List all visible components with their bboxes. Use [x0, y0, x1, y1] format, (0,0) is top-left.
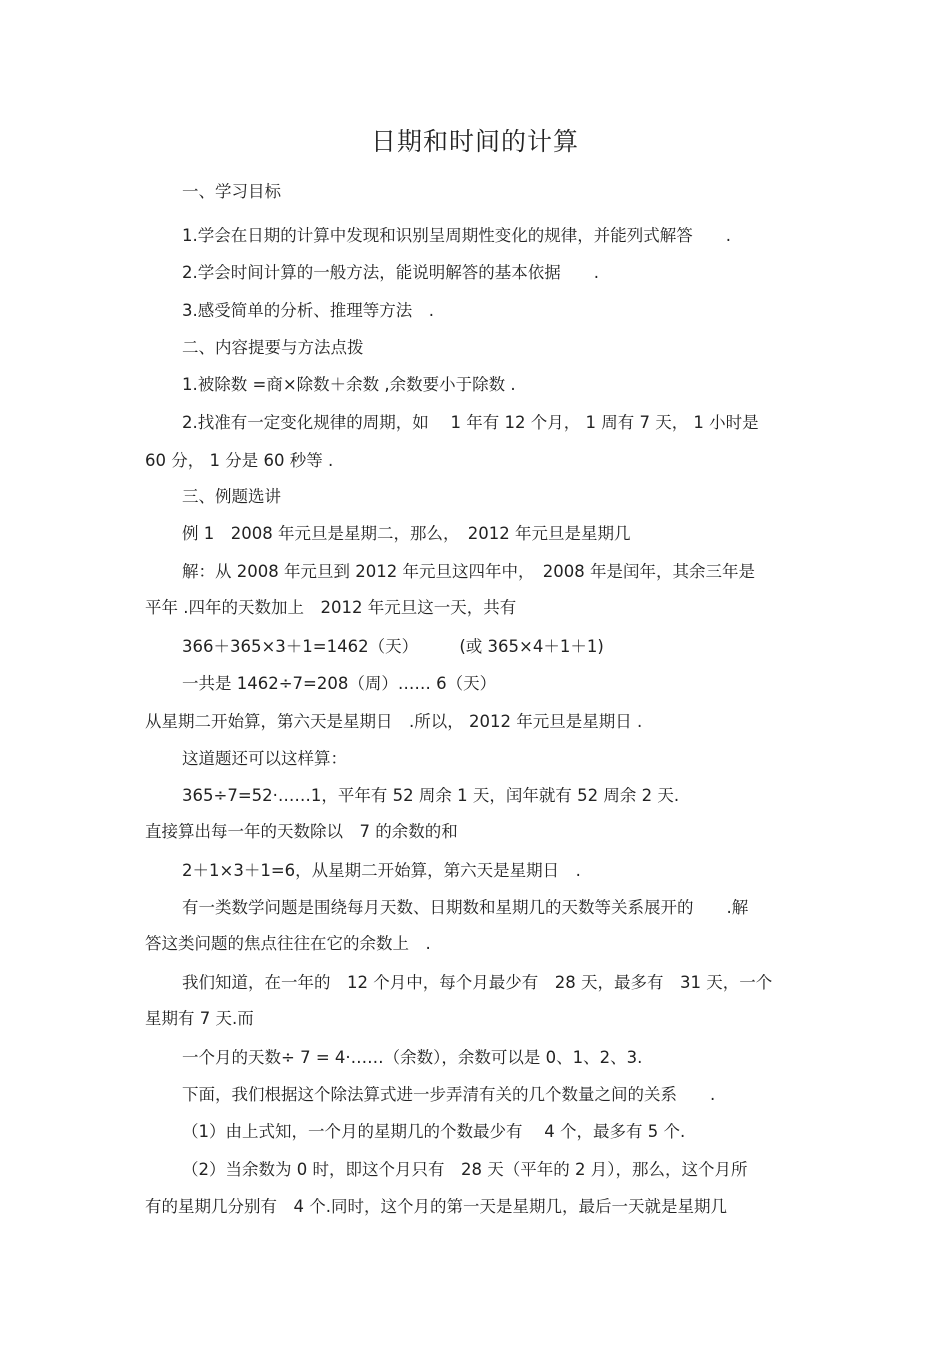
document-title: 日期和时间的计算: [370, 127, 579, 156]
section-heading-content: 二、内容提要与方法点拨: [182, 338, 364, 357]
conclusion-line: 从星期二开始算，第六天是星期日 .所以， 2012 年元旦是星期日 .: [145, 712, 643, 731]
paragraph-line-2: 答这类问题的焦点往往在它的余数上 .: [145, 934, 431, 953]
goal-item-2: 2.学会时间计算的一般方法，能说明解答的基本依据 .: [182, 263, 599, 282]
point-2: （2）当余数为 0 时，即这个月只有 28 天（平年的 2 月），那么，这个月所: [182, 1160, 748, 1179]
content-item-2: 2.找准有一定变化规律的周期，如 1 年有 12 个月， 1 周有 7 天， 1 小时是: [182, 413, 759, 432]
goal-item-1: 1.学会在日期的计算中发现和识别呈周期性变化的规律，并能列式解答 .: [182, 226, 731, 245]
section-heading-examples: 三、例题选讲: [182, 487, 281, 506]
example-1-solution: 解：从 2008 年元旦到 2012 年元旦这四年中， 2008 年是闰年，其余三年是: [182, 562, 755, 581]
formula-line-2: 一共是 1462÷7=208（周）…… 6（天）: [182, 674, 497, 693]
alt-method-line-1: 365÷7=52·……1，平年有 52 周余 1 天，闰年就有 52 周余 2 天.: [182, 786, 680, 805]
point-1: （1）由上式知，一个月的星期几的个数最少有 4 个，最多有 5 个.: [182, 1122, 686, 1141]
paragraph-line-4: 星期有 7 天.而: [145, 1009, 254, 1028]
paragraph-line-3: 我们知道，在一年的 12 个月中，每个月最少有 28 天，最多有 31 天，一个: [182, 973, 773, 992]
alt-method-line-2: 直接算出每一年的天数除以 7 的余数的和: [145, 822, 458, 841]
paragraph-line-1: 有一类数学问题是围绕每月天数、日期数和星期几的天数等关系展开的 .解: [182, 898, 749, 917]
example-1-question: 例 1 2008 年元旦是星期二，那么， 2012 年元旦是星期几: [182, 524, 631, 543]
goal-item-3: 3.感受简单的分析、推理等方法 .: [182, 301, 434, 320]
point-2-cont: 有的星期几分别有 4 个.同时，这个月的第一天是星期几，最后一天就是星期几: [145, 1197, 727, 1216]
content-item-2-cont: 60 分， 1 分是 60 秒等 .: [145, 451, 334, 470]
alt-method-line-3: 2＋1×3＋1=6，从星期二开始算，第六天是星期日 .: [182, 861, 581, 880]
paragraph-line-5: 一个月的天数÷ 7 = 4·……（余数），余数可以是 0、1、2、3.: [182, 1048, 643, 1067]
alt-method-intro: 这道题还可以这样算：: [182, 749, 347, 768]
paragraph-line-6: 下面，我们根据这个除法算式进一步弄清有关的几个数量之间的关系 .: [182, 1085, 716, 1104]
content-item-1: 1.被除数 =商×除数＋余数 ,余数要小于除数 .: [182, 375, 516, 394]
section-heading-goals: 一、学习目标: [182, 182, 281, 201]
formula-line-1: 366＋365×3＋1=1462（天） (或 365×4＋1＋1): [182, 637, 604, 656]
example-1-solution-cont: 平年 .四年的天数加上 2012 年元旦这一天，共有: [145, 598, 517, 617]
